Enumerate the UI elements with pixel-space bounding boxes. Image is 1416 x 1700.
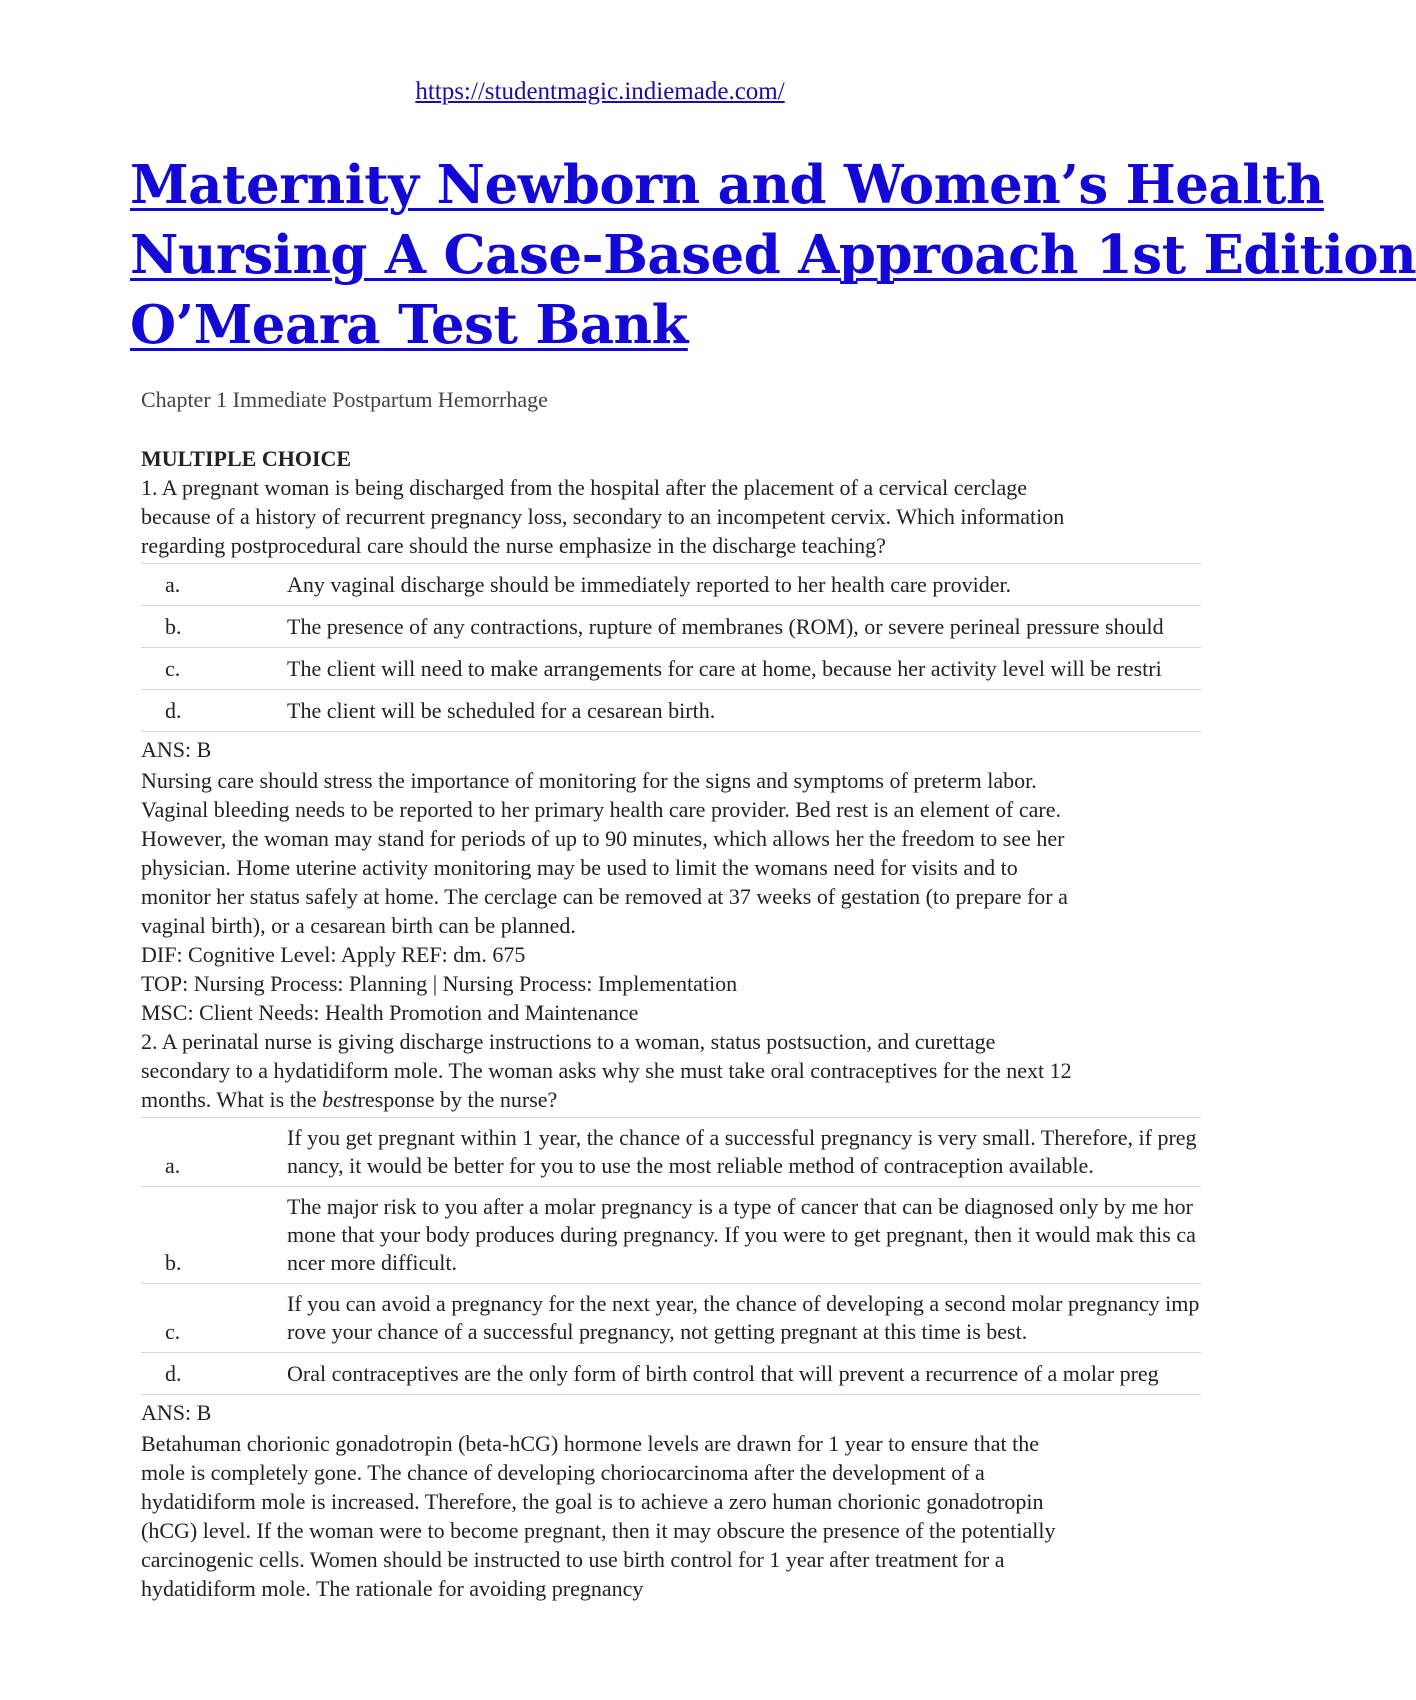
option-letter: c.: [141, 648, 287, 690]
option-text: The client will need to make arrangements for care at home, because her activity level will be restri: [287, 648, 1201, 690]
question-1-difficulty: DIF: Cognitive Level: Apply REF: dm. 675: [141, 942, 526, 967]
option-text: If you get pregnant within 1 year, the chance of a successful pregnancy is very small. Therefore, if pregnancy, it would be better for you to use the most reliable method of contraception available.: [287, 1118, 1201, 1187]
title-line-2: Nursing A Case-Based Approach 1st Edition: [130, 224, 1416, 286]
option-letter: a.: [141, 564, 287, 606]
option-row: [141, 606, 1201, 648]
option-text: Oral contraceptives are the only form of birth control that will prevent a recurrence of a molar preg: [287, 1353, 1201, 1395]
option-text: The client will be scheduled for a cesarean birth.: [287, 690, 1201, 732]
document-body: [141, 385, 1201, 1603]
question-2-options: [141, 1117, 1201, 1395]
option-text: Any vaginal discharge should be immediately reported to her health care provider.: [287, 564, 1201, 606]
option-row: [141, 1187, 1201, 1284]
option-text: The major risk to you after a molar pregnancy is a type of cancer that can be diagnosed only by me hormone that your body produces during pregnancy. If you were to get pregnant, then it would mak this cancer more difficult.: [287, 1187, 1201, 1284]
option-letter: d.: [141, 690, 287, 732]
question-1-answer: ANS: B: [141, 737, 212, 762]
document-title: [130, 150, 1416, 360]
option-letter: b.: [141, 606, 287, 648]
option-row: [141, 564, 1201, 606]
option-text: The presence of any contractions, rupture of membranes (ROM), or severe perineal pressure should: [287, 606, 1201, 648]
title-line-1: Maternity Newborn and Women’s Health: [130, 154, 1324, 216]
option-letter: c.: [141, 1284, 287, 1353]
site-url-link[interactable]: https://studentmagic.indiemade.com/: [415, 78, 785, 105]
option-letter: d.: [141, 1353, 287, 1395]
option-text: If you can avoid a pregnancy for the next year, the chance of developing a second molar pregnancy improve your chance of a successful pregnancy, not getting pregnant at this time is best.: [287, 1284, 1201, 1353]
chapter-heading: Chapter 1 Immediate Postpartum Hemorrhage: [141, 387, 548, 412]
question-1-topic: TOP: Nursing Process: Planning | Nursing Process: Implementation: [141, 971, 738, 996]
question-2-rationale: Betahuman chorionic gonadotropin (beta-hCG) hormone levels are drawn for 1 year to ensure that the mole is completely gone. The chance of developing choriocarcinoma after the development of a hydatidiform mole is increased. Therefore, the goal is to achieve a zero human chorionic gonadotropin (hCG) level. If the woman were to become pregnant, then it may obscure the presence of the potentially carcinogenic cells. Women should be instructed to use birth control for 1 year after treatment for a hydatidiform mole. The rationale for avoiding pregnancy: [141, 1431, 1056, 1601]
question-1-rationale: Nursing care should stress the importance of monitoring for the signs and symptoms of preterm labor. Vaginal bleeding needs to be reported to her primary health care provider. Bed rest is an element of care. However, the woman may stand for periods of up to 90 minutes, which allows her the freedom to see her physician. Home uterine activity monitoring may be used to limit the womans need for visits and to monitor her status safely at home. The cerclage can be removed at 37 weeks of gestation (to prepare for a vaginal birth), or a cesarean birth can be planned.: [141, 768, 1068, 938]
question-2-stem-emphasis: best: [322, 1087, 358, 1112]
title-line-3: O’Meara Test Bank: [130, 294, 688, 356]
question-2-answer: ANS: B: [141, 1400, 212, 1425]
option-letter: a.: [141, 1118, 287, 1187]
option-row: [141, 690, 1201, 732]
question-2-stem: [141, 1027, 1081, 1114]
option-letter: b.: [141, 1187, 287, 1284]
option-row: [141, 1118, 1201, 1187]
option-row: [141, 1353, 1201, 1395]
question-1-stem: 1. A pregnant woman is being discharged from the hospital after the placement of a cervical cerclage because of a history of recurrent pregnancy loss, secondary to an incompetent cervix. Which information regarding postprocedural care should the nurse emphasize in the discharge teaching?: [141, 475, 1065, 558]
section-heading: MULTIPLE CHOICE: [141, 446, 352, 471]
question-2-stem-end: response by the nurse?: [357, 1087, 558, 1112]
question-1-options: [141, 563, 1201, 732]
option-row: [141, 1284, 1201, 1353]
option-row: [141, 648, 1201, 690]
question-2-stem-text: 2. A perinatal nurse is giving discharge instructions to a woman, status postsuction, and curettage secondary to a hydatidiform mole. The woman asks why she must take oral contraceptives for the next 12 months. What is the: [141, 1029, 1072, 1112]
site-url: [0, 78, 1200, 106]
question-1-client-needs: MSC: Client Needs: Health Promotion and Maintenance: [141, 1000, 639, 1025]
title-link[interactable]: [130, 154, 1416, 356]
